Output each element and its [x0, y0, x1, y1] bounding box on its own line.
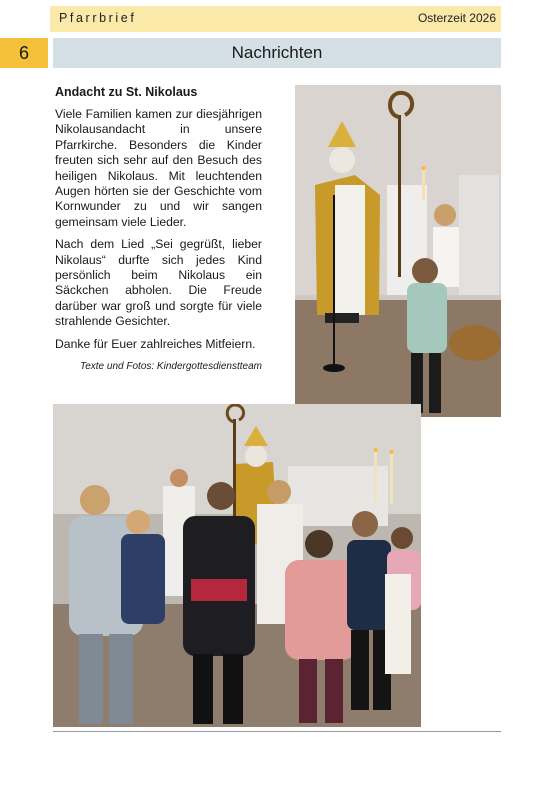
- section-bar: [53, 38, 501, 68]
- bottom-rule: [53, 731, 501, 732]
- section-title: Nachrichten: [231, 43, 323, 62]
- page-number-box: [0, 38, 48, 68]
- issue-label: Osterzeit 2026: [417, 11, 496, 25]
- photo-children-circle: [53, 404, 421, 727]
- article-paragraph-1: Viele Familien kamen zur diesjährigen Nikolausandacht in unsere Pfarrkirche. Besonders die Kinder freuten sich sehr auf den Besuch des heiligen Nikolaus. Mit leuchtenden Augen hörten sie der Geschichte vom Kornwunder zu und wir sangen gemeinsam viele Lieder.: [55, 107, 262, 229]
- article: [55, 85, 262, 375]
- article-title: Andacht zu St. Nikolaus: [55, 85, 198, 99]
- article-paragraph-2: Nach dem Lied „Sei gegrüßt, lieber Nikolaus“ durfte sich jedes Kind persönlich beim Nikolaus ein Säckchen abholen. Die Freude darüber war groß und sorgte für viele strahlende Gesichter.: [55, 237, 262, 329]
- publication-name: Pfarrbrief: [59, 11, 137, 25]
- article-paragraph-3: Danke für Euer zahlreiches Mitfeiern.: [55, 336, 256, 351]
- header-bar: [50, 6, 501, 32]
- photo-credit: Texte und Fotos: Kindergottesdienstteam: [80, 361, 262, 373]
- page-number: 6: [18, 43, 29, 63]
- photo-nikolaus-children: [295, 85, 501, 417]
